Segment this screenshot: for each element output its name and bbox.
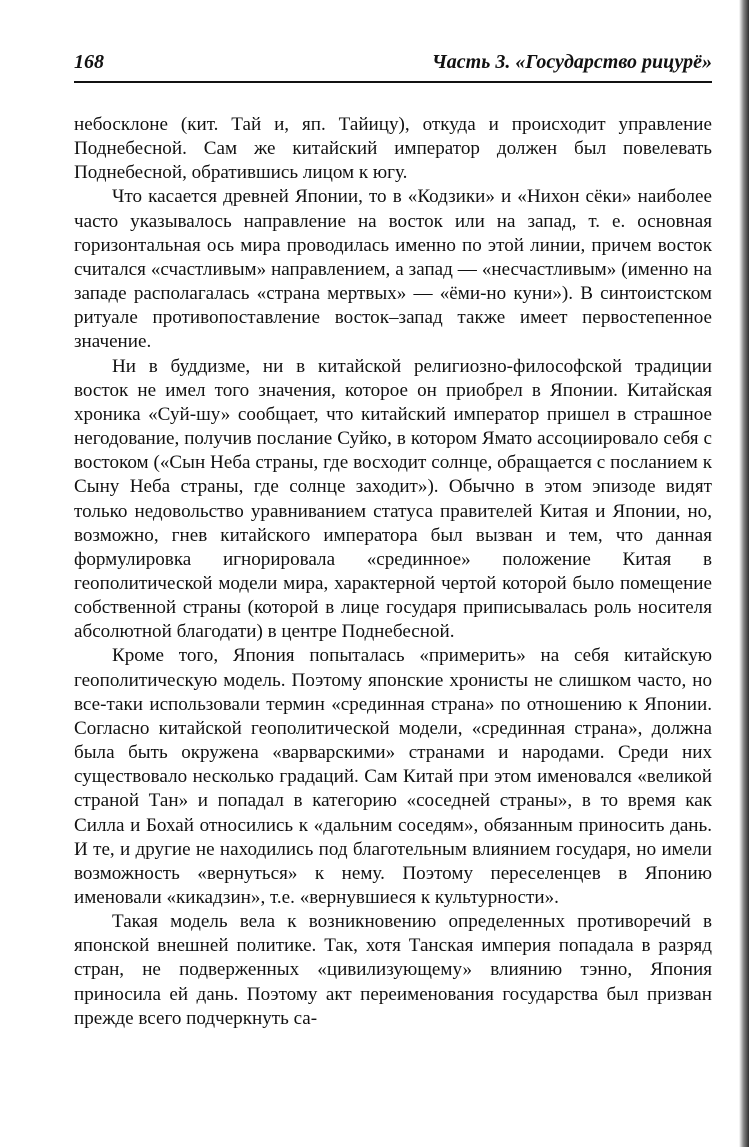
paragraph: небосклоне (кит. Тай и, яп. Тайицу), откуда и происходит управление Поднебесной. Сам же китайский император должен был повелевать Поднебесной, обратившись лицом к югу. — [74, 114, 712, 184]
paragraph: Ни в буддизме, ни в китайской религиозно-философской традиции восток не имел того значения, которое он приобрел в Японии. Китайская хроника «Суй-шу» сообщает, что китайский император пришел в страшное негодование, получив послание Суйко, в котором Ямато ассоциировало себя с востоком («Сын Неба страны, где восходит солнце, обращается с посланием к Сыну Неба страны, где солнце заходит»). Обычно в этом эпизоде видят только недовольство уравниванием статуса правителей Китая и Японии, но, возможно, гнев китайского императора был вызван и тем, что данная формулировка игнорировала «срединное» положение Китая в геополитической модели мира, характерной чертой которой было помещение собственной страны (которой в лице государя приписывалась роль носителя абсолютной благодати) в центре Поднебесной. — [74, 355, 712, 643]
scan-edge-shadow — [739, 0, 749, 1147]
header-rule — [74, 81, 712, 83]
paragraph: Такая модель вела к возникновению определенных противоречий в японской внешней политике. Так, хотя Танская империя попадала в разряд стран, не подверженных «цивилизующему» влиянию тэнно, Япония приносила ей дань. Поэтому акт переименования государства был призван прежде всего подчеркнуть са- — [74, 911, 712, 1029]
paragraph: Кроме того, Япония попыталась «примерить» на себя китайскую геополитическую модель. Поэтому японские хронисты не слишком часто, но все-таки использовали термин «срединная страна» по отношению к Японии. Согласно китайской геополитической модели, «срединная страна», должна была быть окружена «варварскими» странами и народами. Среди них существовало несколько градаций. Сам Китай при этом именовался «великой страной Тан» и попадал в категорию «соседней страны», в то время как Силла и Бохай относились к «дальним соседям», обязанным приносить дань. И те, и другие не находились под благотельным влиянием государя, но имели возможность «вернуться» к нему. Поэтому переселенцев в Японию именовали «кикадзин», т.е. «вернувшиеся к культурности». — [74, 645, 712, 908]
page-number: 168 — [74, 51, 104, 73]
running-title: Часть 3. «Государство рицурё» — [431, 51, 712, 73]
body-text — [74, 113, 712, 1031]
paragraph: Что касается древней Японии, то в «Кодзики» и «Нихон сёки» наиболее часто указывалось направление на восток или на запад, т. е. основная горизонтальная ось мира проводилась именно по этой линии, причем восток считался «счастливым» направлением, а запад — «несчастливым» (именно на западе располагалась «страна мертвых» — «ёми-но куни»). В синтоистском ритуале противопоставление восток–запад также имеет первостепенное значение. — [74, 186, 712, 353]
page-header — [74, 48, 712, 78]
